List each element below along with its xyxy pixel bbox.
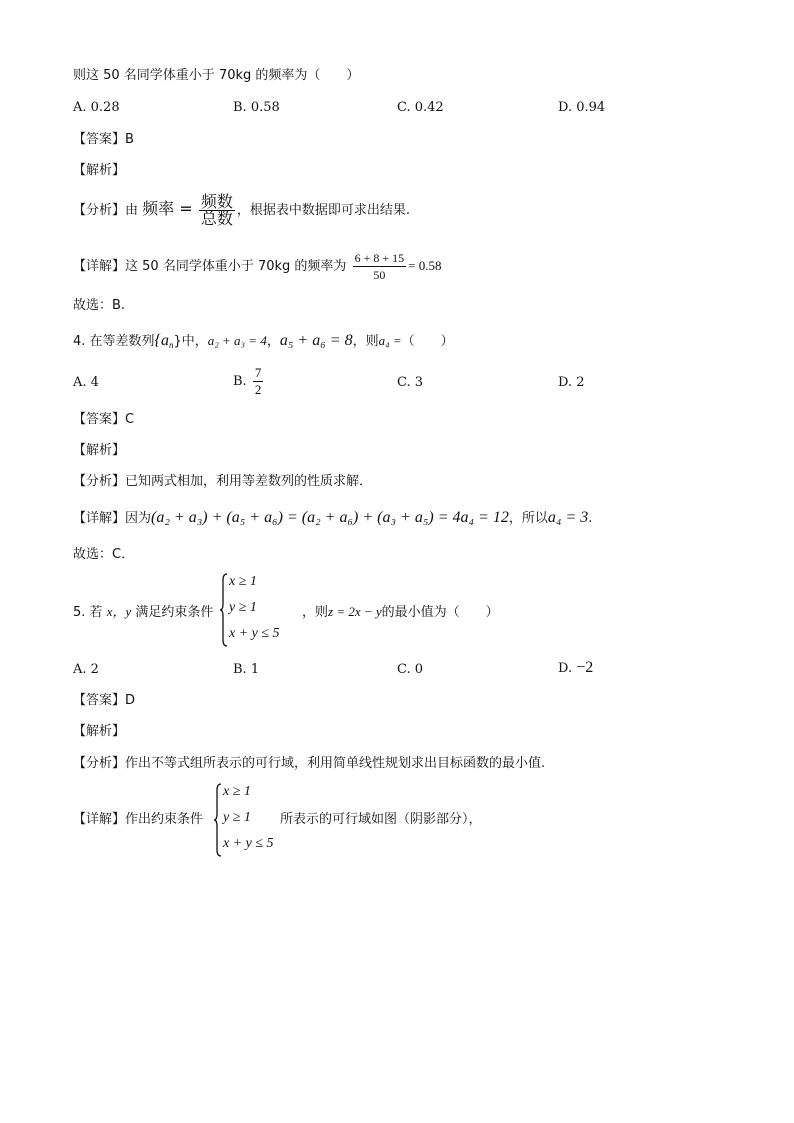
left-brace-icon: [213, 782, 223, 858]
q4-xiangjie-tag: 【详解】: [73, 511, 126, 526]
q3-fenxi-numerator: 频数: [200, 192, 233, 211]
q4-xiangjie: [73, 510, 592, 527]
q3-option-d: D. 0.94: [558, 100, 606, 115]
q3-guxuan: 故选：B.: [73, 298, 126, 313]
q4-option-b: [233, 365, 265, 398]
q4-option-d: D. 2: [558, 375, 585, 390]
q4-guxuan: 故选：C．: [73, 547, 135, 562]
q4-stem-post: ，则: [352, 334, 379, 349]
q5-xiangjie-text: 作出约束条件: [125, 812, 204, 827]
q5-vars: x，y: [106, 604, 132, 619]
q3-xiangjie: [73, 250, 441, 283]
q4-stem: [73, 333, 454, 353]
q5-objective: z = 2x − y: [328, 604, 382, 619]
q5-constraint-1: x ≥ 1: [229, 574, 257, 589]
q3-xiangjie-text: 这 50 名同学体重小于 70kg 的频率为: [125, 259, 347, 274]
q4-xiangjie-mid: ，所以: [508, 511, 548, 526]
q4-cond1: a₂ + a₃ = 4: [207, 333, 267, 348]
q3-fenxi: [73, 194, 410, 227]
q5-answer: 【答案】D: [73, 693, 136, 708]
q5-xiangjie-constraint-1: x ≥ 1: [223, 784, 251, 799]
q4-option-b-numerator: 7: [254, 365, 262, 380]
q4-option-a: A. 4: [73, 375, 99, 390]
q3-fenxi-fraction: [199, 194, 235, 227]
q5-fenxi-tag: 【分析】: [73, 756, 126, 771]
q4-ask: a₄ =: [378, 333, 402, 348]
q4-answer: 【答案】C: [73, 412, 135, 427]
q3-fenxi-tag: 【分析】: [73, 203, 126, 218]
q4-option-b-prefix: B.: [233, 374, 247, 389]
q4-fenxi-tag: 【分析】: [73, 474, 126, 489]
q3-fenxi-denominator: 总数: [200, 209, 233, 228]
q5-xiangjie-post: 所表示的可行域如图（阴影部分），: [280, 812, 482, 827]
q5-stem-mid: 满足约束条件: [135, 605, 214, 620]
q5-xiangjie-constraint-2: y ≥ 1: [223, 810, 251, 825]
q5-stem-number: 5. 若: [73, 605, 103, 620]
q4-xiangjie-end: .: [588, 511, 593, 526]
q3-xiangjie-numerator: 6 + 8 + 15: [354, 251, 405, 265]
q5-xiangjie-constraint-3: x + y ≤ 5: [223, 836, 274, 851]
q5-fenxi-text: 作出不等式组所表示的可行域，利用简单线性规划求出目标函数的最小值.: [125, 756, 546, 771]
q4-option-c: C. 3: [397, 375, 424, 390]
q4-option-b-denominator: 2: [254, 382, 262, 397]
q3-option-b: B. 0.58: [233, 100, 280, 115]
q4-fenxi: [73, 474, 372, 490]
q5-stem-post2: 的最小值为（ ）: [381, 605, 499, 620]
q5-stem-post: [302, 604, 499, 621]
q5-xiangjie-tag: 【详解】: [73, 812, 126, 827]
q5-stem-post1: ，则: [302, 605, 329, 620]
q3-option-a: A. 0.28: [73, 100, 120, 115]
q4-stem-pre: 4. 在等差数列: [73, 334, 155, 349]
q5-fenxi: [73, 756, 545, 772]
q3-xiangjie-fraction: [353, 250, 407, 283]
left-brace-icon: [219, 572, 229, 648]
q3-jiexi: 【解析】: [73, 163, 126, 178]
q3-answer: 【答案】B: [73, 132, 134, 147]
q5-option-c: C. 0: [397, 662, 424, 677]
q5-jiexi: 【解析】: [73, 724, 126, 739]
q4-xiangjie-expr: (a₂ + a₃) + (a₅ + a₆) = (a₂ + a₆) + (a₃ + a₅) = 4a₄ = 12: [151, 509, 509, 526]
q5-constraint-3: x + y ≤ 5: [229, 626, 280, 641]
q3-option-c: C. 0.42: [397, 100, 444, 115]
q3-xiangjie-result: = 0.58: [408, 258, 442, 273]
q4-fenxi-text: 已知两式相加，利用等差数列的性质求解．: [125, 474, 373, 489]
q4-seq: {$a_n$: [154, 332, 174, 350]
q5-option-d: [558, 660, 593, 677]
q5-xiangjie-pre: [73, 812, 203, 828]
q5-constraint-2: y ≥ 1: [229, 600, 257, 615]
q5-option-d-value: −2: [576, 659, 594, 676]
q4-sep: ，: [266, 334, 280, 349]
q4-cond2: a₅ + a₆ = 8: [279, 332, 353, 349]
q3-stem: 则这 50 名同学体重小于 70kg 的频率为（ ）: [73, 68, 360, 83]
q4-paren: （ ）: [401, 334, 454, 349]
q3-fenxi-pre: 由: [125, 203, 139, 218]
q3-fenxi-lhs: 频率 =: [142, 199, 193, 218]
q3-fenxi-post: ，根据表中数据即可求出结果.: [236, 203, 410, 218]
q4-xiangjie-pre: 因为: [125, 511, 152, 526]
q3-xiangjie-denominator: 50: [373, 268, 386, 282]
q5-option-b: B. 1: [233, 662, 260, 677]
q5-option-d-prefix: D.: [558, 661, 573, 676]
q4-option-b-fraction: [253, 365, 264, 398]
q4-xiangjie-res: a₄ = 3: [547, 509, 589, 526]
q4-stem-mid: }中，: [173, 334, 208, 349]
q5-option-a: A. 2: [73, 662, 99, 677]
q3-xiangjie-tag: 【详解】: [73, 259, 126, 274]
q5-stem-pre: [73, 604, 213, 621]
q4-jiexi: 【解析】: [73, 443, 126, 458]
q5-constraint-system: [219, 572, 299, 648]
